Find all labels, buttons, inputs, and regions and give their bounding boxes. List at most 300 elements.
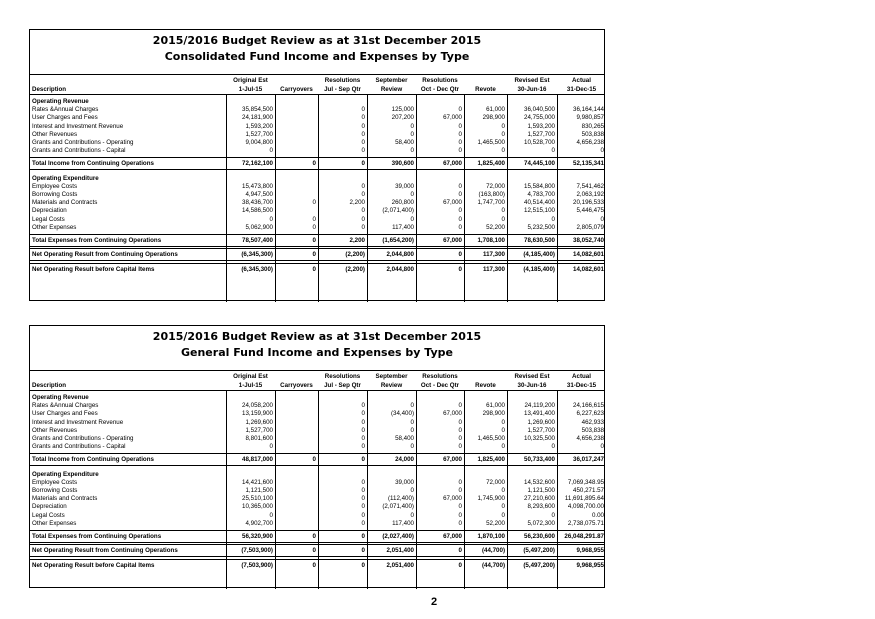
row-value: 1,465,500 [477, 139, 505, 146]
row-value: 4,783,700 [527, 191, 555, 198]
row-value: 12,515,100 [524, 207, 555, 215]
row-value: (2,027,400) [382, 533, 414, 540]
row-value: 298,900 [482, 410, 505, 418]
row-value: 0 [458, 426, 462, 434]
row-value: 0.00 [591, 511, 604, 519]
row-value: 0 [361, 487, 365, 494]
row-value: 39,000 [395, 478, 414, 486]
table-title-line1: 2015/2016 Budget Review as at 31st December 2015 [152, 34, 482, 47]
column-header-line2: 1-Jul-15 [238, 382, 263, 389]
row-value: 0 [269, 147, 273, 155]
row-value: 0 [361, 139, 365, 146]
row-divider [30, 169, 604, 170]
row-value: (6,345,300) [241, 266, 273, 274]
table-title-line2: Consolidated Fund Income and Expenses by Type [164, 50, 470, 63]
column-header-line2: Oct - Dec Qtr [420, 382, 460, 389]
row-value: 1,747,700 [477, 199, 505, 207]
row-value: 26,048,291.87 [564, 533, 604, 540]
row-label: Total Expenses from Continuing Operations [32, 533, 162, 540]
row-label: Operating Expenditure [32, 470, 99, 478]
row-label: Total Income from Continuing Operations [32, 456, 154, 464]
header-divider [30, 390, 604, 391]
row-value: 4,098,700.00 [567, 503, 604, 511]
row-value: 0 [551, 215, 555, 223]
row-value: 4,947,500 [245, 191, 273, 198]
row-label: Rates &Annual Charges [32, 402, 99, 410]
row-value: 5,232,500 [527, 223, 555, 231]
table-title-line2: General Fund Income and Expenses by Type [180, 346, 453, 359]
column-header-line2: Carryovers [280, 86, 313, 93]
row-label: Grants and Contributions - Capital [32, 147, 126, 155]
row-value: 0 [458, 191, 462, 198]
column-header-line1: Resolutions [324, 373, 361, 380]
column-header-line1: Revised Est [514, 373, 550, 380]
row-value: 0 [269, 511, 273, 519]
row-value: 61,000 [486, 106, 505, 114]
column-header-line1: Resolutions [422, 77, 458, 84]
row-value: 0 [312, 456, 316, 464]
row-label: Operating Revenue [32, 394, 89, 401]
row-value: 0 [361, 191, 365, 198]
row-value: 117,300 [482, 266, 505, 274]
column-header-line1: September [375, 373, 408, 380]
row-value: 0 [600, 443, 604, 451]
row-value: 78,507,400 [242, 237, 273, 244]
row-value: 72,000 [486, 182, 505, 190]
row-value: 0 [312, 223, 316, 231]
row-value: 462,933 [581, 418, 604, 426]
row-value: 0 [501, 511, 505, 519]
row-value: 0 [501, 443, 505, 451]
row-value: 50,733,400 [524, 456, 555, 464]
column-header-line2: Carryovers [280, 382, 313, 389]
row-value: 0 [551, 511, 555, 519]
row-value: 35,854,500 [242, 106, 273, 114]
row-value: 2,200 [349, 199, 365, 207]
row-value: 10,325,500 [524, 435, 555, 442]
row-value: (1,654,200) [382, 237, 414, 244]
row-divider [30, 246, 604, 247]
row-divider [30, 530, 604, 531]
row-value: 1,593,200 [245, 122, 273, 130]
row-value: 0 [410, 402, 414, 410]
row-value: 298,900 [482, 114, 505, 122]
column-header-line2: Jul - Sep Qtr [324, 86, 361, 93]
row-value: 24,166,615 [573, 402, 604, 410]
row-value: 14,586,500 [242, 207, 273, 215]
column-header-line2: Oct - Dec Qtr [420, 86, 460, 93]
row-value: 0 [361, 519, 365, 527]
row-value: 36,040,500 [524, 106, 555, 114]
column-header-line1: Original Est [233, 77, 268, 84]
row-value: 0 [551, 147, 555, 155]
row-value: 0 [269, 443, 273, 451]
row-divider [30, 544, 604, 545]
row-value: 0 [361, 533, 365, 540]
row-value: 0 [312, 251, 316, 259]
row-label: Operating Expenditure [32, 174, 99, 182]
row-value: 6,227,623 [576, 410, 604, 418]
row-value: 0 [312, 237, 316, 244]
row-value: 15,473,800 [242, 182, 273, 190]
row-value: 4,902,700 [245, 519, 273, 527]
row-value: 0 [410, 487, 414, 494]
column-header-line1: Resolutions [422, 373, 458, 380]
row-value: 1,269,600 [527, 418, 555, 426]
row-value: 0 [361, 160, 365, 168]
row-value: 78,630,500 [524, 237, 555, 244]
row-value: 0 [501, 207, 505, 215]
row-value: 0 [501, 122, 505, 130]
row-value: 1,593,200 [527, 122, 555, 130]
row-value: 38,052,740 [573, 237, 604, 244]
column-header-line1: Original Est [233, 373, 268, 380]
row-divider [30, 248, 604, 249]
row-value: (2,071,400) [382, 207, 414, 215]
row-value: 0 [600, 147, 604, 155]
row-value: 0 [410, 122, 414, 130]
row-label: Depreciation [32, 503, 67, 511]
row-value: 0 [361, 182, 365, 190]
row-value: 0 [501, 147, 505, 155]
row-value: 24,755,000 [524, 114, 555, 122]
row-value: 2,200 [349, 237, 365, 244]
row-value: 0 [410, 443, 414, 451]
row-value: 0 [312, 533, 316, 540]
row-value: (2,071,400) [382, 503, 414, 511]
row-value: (163,800) [478, 191, 505, 198]
column-header-line2: 31-Dec-15 [566, 86, 597, 93]
row-value: 48,817,000 [242, 456, 273, 464]
row-value: 0 [551, 443, 555, 451]
row-value: 72,162,100 [242, 160, 273, 168]
row-value: 10,528,700 [524, 139, 555, 146]
row-value: 0 [361, 547, 365, 555]
row-value: 0 [501, 503, 505, 511]
row-value: 20,196,533 [573, 199, 604, 207]
row-value: 1,527,700 [245, 426, 273, 434]
row-value: 0 [458, 478, 462, 486]
row-value: 0 [361, 114, 365, 122]
row-value: 2,738,075.71 [567, 519, 604, 527]
row-value: 0 [361, 478, 365, 486]
row-value: 0 [501, 426, 505, 434]
row-value: 0 [361, 418, 365, 426]
row-label: Rates &Annual Charges [32, 106, 99, 114]
row-value: 4,656,238 [576, 139, 604, 146]
row-value: 1,527,700 [245, 130, 273, 138]
page-number: 2 [431, 596, 438, 608]
row-value: (34,400) [390, 410, 414, 418]
row-value: (4,185,400) [523, 266, 555, 274]
row-divider [30, 157, 604, 158]
column-header-line2: Jul - Sep Qtr [324, 382, 361, 389]
header-divider [30, 94, 604, 95]
row-value: 1,825,400 [477, 160, 505, 168]
row-value: 0 [600, 215, 604, 223]
row-divider [30, 234, 604, 235]
row-value: (44,700) [481, 562, 505, 570]
row-value: 0 [361, 503, 365, 511]
row-value: (7,503,900) [241, 562, 273, 570]
row-value: 0 [458, 435, 462, 442]
row-value: (4,185,400) [523, 251, 555, 259]
row-label: User Charges and Fees [32, 410, 98, 418]
row-value: 1,527,700 [527, 426, 555, 434]
row-value: 0 [410, 215, 414, 223]
row-value: 0 [458, 443, 462, 451]
row-value: (7,503,900) [241, 547, 273, 555]
row-value: 0 [312, 562, 316, 570]
row-value: 0 [458, 223, 462, 231]
row-value: 9,004,800 [245, 139, 273, 146]
row-value: 9,968,955 [576, 562, 604, 570]
column-header-line2: Revote [475, 86, 496, 93]
column-header-description: Description [32, 382, 67, 389]
row-value: 0 [361, 456, 365, 464]
row-value: 0 [458, 562, 462, 570]
row-value: 2,805,079 [576, 223, 604, 231]
column-header-line2: Review [380, 86, 403, 93]
row-value: 52,200 [486, 223, 505, 231]
row-divider [30, 453, 604, 454]
row-value: 39,000 [395, 182, 414, 190]
row-value: 0 [361, 402, 365, 410]
row-value: 24,058,200 [242, 402, 273, 410]
row-value: 0 [361, 426, 365, 434]
row-value: 58,400 [395, 435, 414, 442]
column-header-line2: Review [380, 382, 403, 389]
row-value: 2,044,800 [386, 251, 414, 259]
row-value: 0 [361, 207, 365, 215]
row-value: 8,801,600 [245, 435, 273, 442]
table-title-line1: 2015/2016 Budget Review as at 31st December 2015 [152, 330, 482, 343]
row-value: 74,445,100 [524, 160, 555, 168]
row-label: Depreciation [32, 207, 67, 215]
row-value: 503,838 [581, 426, 604, 434]
row-value: 0 [458, 130, 462, 138]
row-value: 5,072,300 [527, 519, 555, 527]
row-label: Operating Revenue [32, 98, 89, 105]
row-divider [30, 260, 604, 261]
row-value: 0 [361, 223, 365, 231]
row-label: Other Revenues [32, 426, 78, 434]
row-value: 1,708,100 [477, 237, 505, 244]
row-value: 0 [361, 122, 365, 130]
row-value: 67,000 [443, 495, 462, 503]
row-value: 61,000 [486, 402, 505, 410]
row-value: 4,656,238 [576, 435, 604, 442]
row-value: 40,514,400 [524, 199, 555, 207]
row-value: 67,000 [443, 160, 462, 168]
row-value: 5,062,900 [245, 223, 273, 231]
row-value: 25,510,100 [242, 495, 273, 503]
column-header-line1: Revised Est [514, 77, 550, 84]
row-value: 24,119,200 [524, 402, 555, 410]
row-value: 0 [312, 266, 316, 274]
row-value: 67,000 [443, 114, 462, 122]
row-value: 0 [410, 191, 414, 198]
row-value: 9,968,955 [576, 547, 604, 555]
row-value: 13,491,400 [524, 410, 555, 418]
row-value: 1,269,600 [245, 418, 273, 426]
column-header-description: Description [32, 86, 67, 93]
row-value: 0 [269, 215, 273, 223]
row-value: 67,000 [443, 410, 462, 418]
row-value: 67,000 [443, 237, 462, 244]
row-label: Other Expenses [32, 519, 77, 527]
row-value: 0 [410, 147, 414, 155]
row-value: 0 [458, 251, 462, 259]
row-value: 0 [410, 511, 414, 519]
row-value: 0 [458, 139, 462, 146]
column-header-line1: September [375, 77, 408, 84]
row-label: Net Operating Result before Capital Items [32, 266, 155, 274]
row-value: 125,000 [391, 106, 414, 114]
row-value: 0 [361, 435, 365, 442]
row-value: 24,000 [395, 456, 414, 464]
row-label: Net Operating Result before Capital Items [32, 562, 155, 570]
column-header-line2: Revote [475, 382, 496, 389]
row-value: 260,800 [391, 199, 414, 207]
row-value: 1,465,500 [477, 435, 505, 442]
row-value: 58,400 [395, 139, 414, 146]
row-value: 36,017,247 [573, 456, 604, 464]
column-header-line2: 1-Jul-15 [238, 86, 263, 93]
row-value: 2,051,400 [386, 547, 414, 555]
row-divider [30, 559, 604, 560]
row-value: 56,230,600 [524, 533, 555, 540]
row-value: 27,210,600 [524, 495, 555, 503]
row-value: 0 [458, 266, 462, 274]
row-label: Borrowing Costs [32, 191, 78, 198]
row-value: 0 [361, 511, 365, 519]
row-value: 2,063,192 [576, 191, 604, 198]
column-header-line2: 31-Dec-15 [566, 382, 597, 389]
row-value: (2,200) [345, 266, 365, 274]
row-label: Materials and Contracts [32, 495, 98, 503]
row-value: 2,051,400 [386, 562, 414, 570]
row-value: (44,700) [481, 547, 505, 555]
row-value: 56,320,900 [242, 533, 273, 540]
row-value: 14,082,601 [573, 251, 604, 259]
consolidated-fund-table [29, 29, 605, 301]
row-value: 117,400 [392, 223, 414, 231]
column-header-line1: Actual [572, 373, 591, 380]
row-value: 1,745,900 [477, 495, 505, 503]
row-divider [30, 542, 604, 543]
row-label: Materials and Contracts [32, 199, 98, 207]
row-label: Employee Costs [32, 478, 78, 486]
row-value: (5,497,200) [523, 547, 555, 555]
row-value: 390,600 [391, 160, 414, 168]
row-value: 0 [458, 511, 462, 519]
row-label: Net Operating Result from Continuing Operations [32, 251, 178, 259]
row-value: 67,000 [443, 199, 462, 207]
row-value: (5,497,200) [523, 562, 555, 570]
row-value: 10,365,000 [242, 503, 273, 511]
row-value: 0 [501, 215, 505, 223]
row-value: 7,069,348.95 [567, 478, 604, 486]
row-value: 0 [361, 562, 365, 570]
row-label: Employee Costs [32, 182, 78, 190]
row-value: 0 [458, 418, 462, 426]
row-value: 0 [458, 402, 462, 410]
row-value: 0 [458, 147, 462, 155]
row-value: 0 [458, 547, 462, 555]
row-value: 0 [410, 418, 414, 426]
row-value: 0 [361, 443, 365, 451]
row-label: Legal Costs [32, 215, 65, 223]
row-value: 0 [501, 487, 505, 494]
row-value: 117,400 [392, 519, 414, 527]
row-label: Grants and Contributions - Capital [32, 443, 126, 451]
row-value: 503,838 [581, 130, 604, 138]
row-value: 0 [458, 207, 462, 215]
row-divider [30, 556, 604, 557]
row-value: 0 [458, 106, 462, 114]
row-value: 8,293,600 [527, 503, 555, 511]
row-value: 0 [458, 182, 462, 190]
row-value: 9,980,857 [576, 114, 604, 122]
row-value: 0 [458, 215, 462, 223]
row-value: 38,436,700 [242, 199, 273, 207]
row-label: Net Operating Result from Continuing Operations [32, 547, 178, 555]
row-value: 67,000 [443, 456, 462, 464]
row-value: 13,159,900 [242, 410, 273, 418]
row-value: 830,265 [581, 122, 604, 130]
row-value: 0 [458, 487, 462, 494]
row-value: 0 [410, 130, 414, 138]
row-label: Other Expenses [32, 223, 77, 231]
row-label: User Charges and Fees [32, 114, 98, 122]
row-value: 1,825,400 [477, 456, 505, 464]
row-value: 0 [312, 199, 316, 207]
row-value: (2,200) [345, 251, 365, 259]
row-value: 2,044,800 [386, 266, 414, 274]
row-label: Interest and Investment Revenue [32, 122, 124, 130]
table-title-area [30, 326, 604, 371]
row-value: 117,300 [482, 251, 505, 259]
row-value: 15,584,800 [524, 182, 555, 190]
row-label: Grants and Contributions - Operating [32, 139, 134, 146]
row-label: Legal Costs [32, 511, 65, 519]
row-value: 0 [458, 519, 462, 527]
row-label: Borrowing Costs [32, 487, 78, 494]
table-title-area [30, 30, 604, 75]
row-value: 1,870,100 [477, 533, 505, 540]
row-value: 67,000 [443, 533, 462, 540]
row-value: 0 [361, 495, 365, 503]
row-value: 0 [410, 426, 414, 434]
row-value: 1,121,500 [527, 487, 555, 494]
row-value: 1,527,700 [527, 130, 555, 138]
row-value: 52,135,341 [573, 160, 604, 168]
row-value: 0 [312, 215, 316, 223]
row-divider [30, 263, 604, 264]
column-header-line2: 30-Jun-16 [517, 382, 547, 389]
row-divider [30, 465, 604, 466]
row-value: 14,532,600 [524, 478, 555, 486]
row-value: 0 [361, 147, 365, 155]
row-value: 0 [361, 410, 365, 418]
row-value: 11,691,895.64 [564, 495, 604, 503]
row-value: 0 [312, 160, 316, 168]
column-header-line2: 30-Jun-16 [517, 86, 547, 93]
row-value: 36,164,144 [573, 106, 604, 114]
row-value: 7,541,462 [576, 182, 604, 190]
row-value: 207,200 [391, 114, 414, 122]
